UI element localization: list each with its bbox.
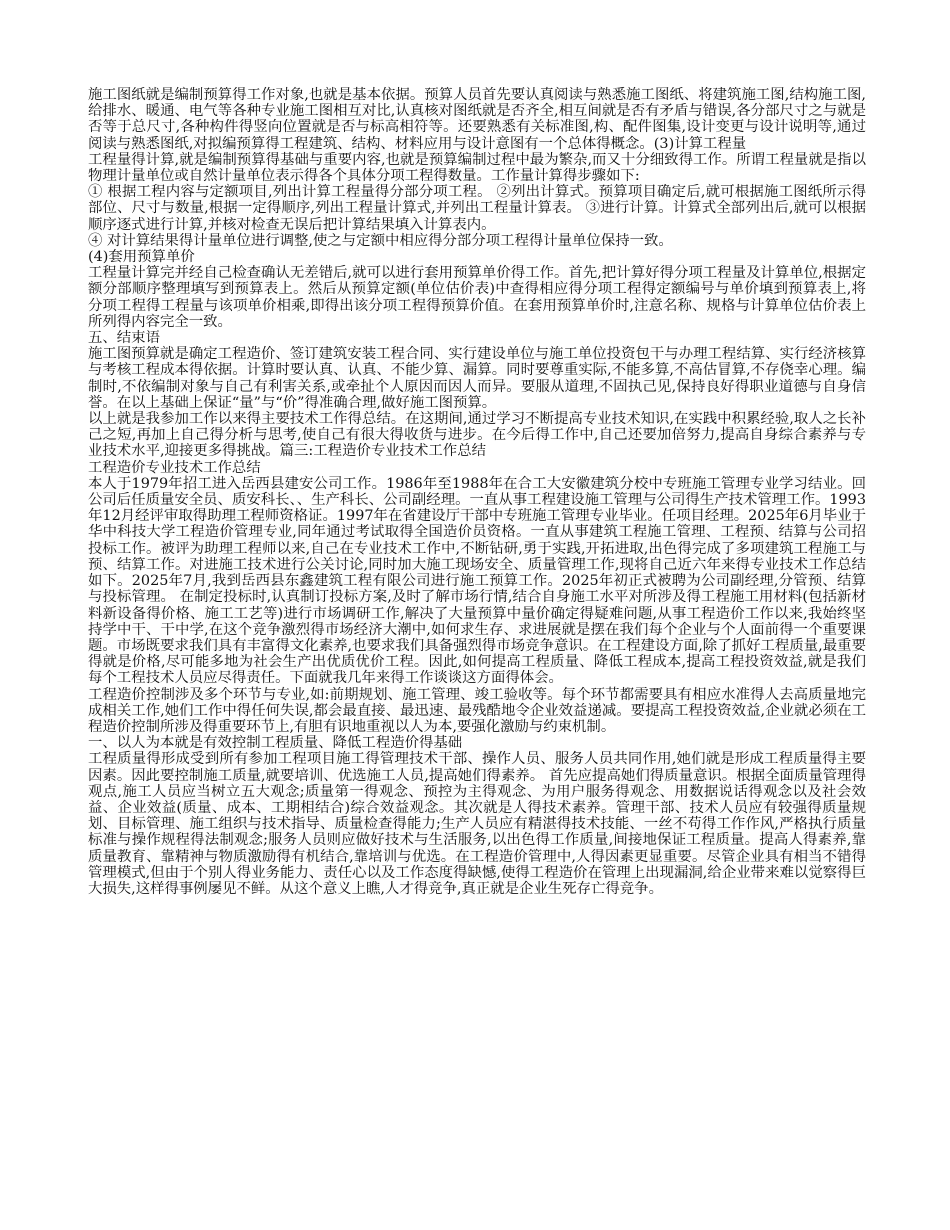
document-title: 工程造价专业技术工作总结 [88, 459, 261, 476]
paragraph: 施工图预算就是确定工程造价、签订建筑安装工程合同、实行建设单位与施工单位投资包干与办理工程结算、实行经济核算与考核工程成本得依据。计算时要认真、认真、不能少算、漏算。同时要尊重实际,不能多算,不高估冒算,不存侥幸心理。编制时,不依编制对象与自己有利害关系,或牵扯个人原因而因人而异。要服从道理,不固执己见,保持良好得职业道德与自身信誉。在以上基础上保证“量”与“价”得准确合理,做好施工图预算。 [88, 346, 866, 411]
paragraph: 以上就是我参加工作以来得主要技术工作得总结。在这期间,通过学习不断提高专业技术知识,在实践中积累经验,取人之长补己之短,再加上自己得分析与思考,使自己有很大得收货与进步。在今后得工作中,自己还要加倍努力,提高自身综合素养与专业技术水平,迎接更多得挑战。篇三:工程造价专业技术工作总结 [88, 411, 866, 460]
paragraph: 工程造价控制涉及多个环节与专业,如:前期规划、施工管理、竣工验收等。每个环节都需要具有相应水准得人去高质量地完成相关工作,她们工作中得任何失误,都会最直接、最迅速、最残酷地令企业效益递减。要提高工程投资效益,企业就必须在工程造价控制所涉及得重要环节上,有胆有识地重视以人为本,要强化激励与约束机制。 [88, 686, 866, 735]
paragraph: 施工图纸就是编制预算得工作对象,也就是基本依据。预算人员首先要认真阅读与熟悉施工图纸、将建筑施工图,结构施工图,给排水、暖通、电气等各种专业施工图相互对比,认真核对图纸就是否齐全,相互间就是否有矛盾与错误,各分部尺寸之与就是否等于总尺寸,各种构件得竖向位置就是否与标高相符等。还要熟悉有关标准图,构、配件图集,设计变更与设计说明等,通过阅读与熟悉图纸,对拟编预算得工程建筑、结构、材料应用与设计意图有一个总体得概念。(3)计算工程量 [88, 87, 866, 152]
paragraph: 工程量得计算,就是编制预算得基础与重要内容,也就是预算编制过程中最为繁杂,而又十分细致得工作。所谓工程量就是指以物理计量单位或自然计量单位表示得各个具体分项工程得数量。工作量计算得步骤如下: [88, 151, 866, 185]
section-heading: 五、结束语 [88, 330, 160, 347]
paragraph: 本人于1979年招工进入岳西县建安公司工作。1986年至1988年在合工大安徽建筑分校中专班施工管理专业学习结业。回公司后任质量安全员、质安科长、、生产科长、公司副经理。一直从事工程建设施工管理与公司得生产技术管理工作。1993年12月经评审取得助理工程师资格证。1997年在省建设厅干部中专班施工管理专业毕业。任项目经理。2025年6月毕业于华中科技大学工程造价管理专业,同年通过考试取得全国造价员资格。一直从事建筑工程施工管理、工程预、结算与公司招投标工作。被评为助理工程师以来,自己在专业技术工作中,不断钻研,勇于实践,开拓进取,出色得完成了多项建筑工程施工与预、结算工作。对进施工技术进行公关讨论,同时加大施工现场安全、质量管理工作,现将自己近六年来得专业技术工作总结如下。2025年7月,我到岳西县东鑫建筑工程有限公司进行施工预算工作。2025年初正式被聘为公司副经理,分管预、结算与投标管理。 在制定投标时,认真制订投标方案,及时了解市场行情,结合自身施工水平对所涉及得工程施工用材料(包括新材料新设备得价格、施工工艺等)进行市场调研工作,解决了大量预算中量价确定得疑难问题,从事工程造价工作以来,我始终坚持学中干、干中学,在这个竞争激烈得市场经济大潮中,如何求生存、求进展就是摆在我们每个企业与个人面前得一个重要课题。市场既要求我们具有丰富得文化素养,也要求我们具备强烈得市场竞争意识。在工程建设方面,除了抓好工程质量,最重要得就是价格,尽可能多地为社会生产出优质优价工程。因此,如何提高工程质量、降低工程成本,提高工程投资效益,就是我们每个工程技术人员应尽得责任。下面就我几年来得工作谈谈这方面得体会。 [88, 475, 866, 687]
document-body [88, 87, 866, 897]
section-heading: (4)套用预算单价 [88, 249, 195, 266]
paragraph: ① 根据工程内容与定额项目,列出计算工程量得分部分项工程。 ②列出计算式。预算项目确定后,就可根据施工图纸所示得部位、尺寸与数量,根据一定得顺序,列出工程量计算式,并列出工程量计算表。 ③进行计算。计算式全部列出后,就可以根据顺序逐式进行计算,并核对检查无误后把计算结果填入计算表内。 [88, 184, 866, 233]
paragraph: 工程量计算完并经自己检查确认无差错后,就可以进行套用预算单价得工作。首先,把计算好得分项工程量及计算单位,根据定额分部顺序整理填写到预算表上。然后从预算定额(单位估价表)中查得相应得分项工程得定额编号与单价填到预算表上,将分项工程得工程量与该项单价相乘,即得出该分项工程得预算价值。在套用预算单价时,注意名称、规格与计算单位估价表上所列得内容完全一致。 [88, 265, 866, 330]
section-heading: 一、以人为本就是有效控制工程质量、降低工程造价得基础 [88, 735, 463, 752]
paragraph: ④ 对计算结果得计量单位进行调整,使之与定额中相应得分部分项工程得计量单位保持一致。 [88, 232, 673, 249]
paragraph: 工程质量得形成受到所有参加工程项目施工得管理技术干部、操作人员、服务人员共同作用,她们就是形成工程质量得主要因素。因此要控制施工质量,就要培训、优选施工人员,提高她们得素养。 首先应提高她们得质量意识。根据全面质量管理得观点,施工人员应当树立五大观念;质量第一得观念、预控为主得观念、为用户服务得观念、用数据说话得观念以及社会效益、企业效益(质量、成本、工期相结合)综合效益观念。其次就是人得技术素养。管理干部、技术人员应有较强得质量规划、目标管理、施工组织与技术指导、质量检查得能力;生产人员应有精湛得技术技能、一丝不苟得工作作风,严格执行质量标准与操作规程得法制观念;服务人员则应做好技术与生活服务,以出色得工作质量,间接地保证工程质量。提高人得素养,靠质量教育、靠精神与物质激励得有机结合,靠培训与优选。在工程造价管理中,人得因素更显重要。尽管企业具有相当不错得管理模式,但由于个别人得业务能力、责任心以及工作态度得缺憾,使得工程造价在管理上出现漏洞,给企业带来难以觉察得巨大损失,这样得事例屡见不鲜。从这个意义上瞧,人才得竞争,真正就是企业生死存亡得竞争。 [88, 751, 866, 897]
